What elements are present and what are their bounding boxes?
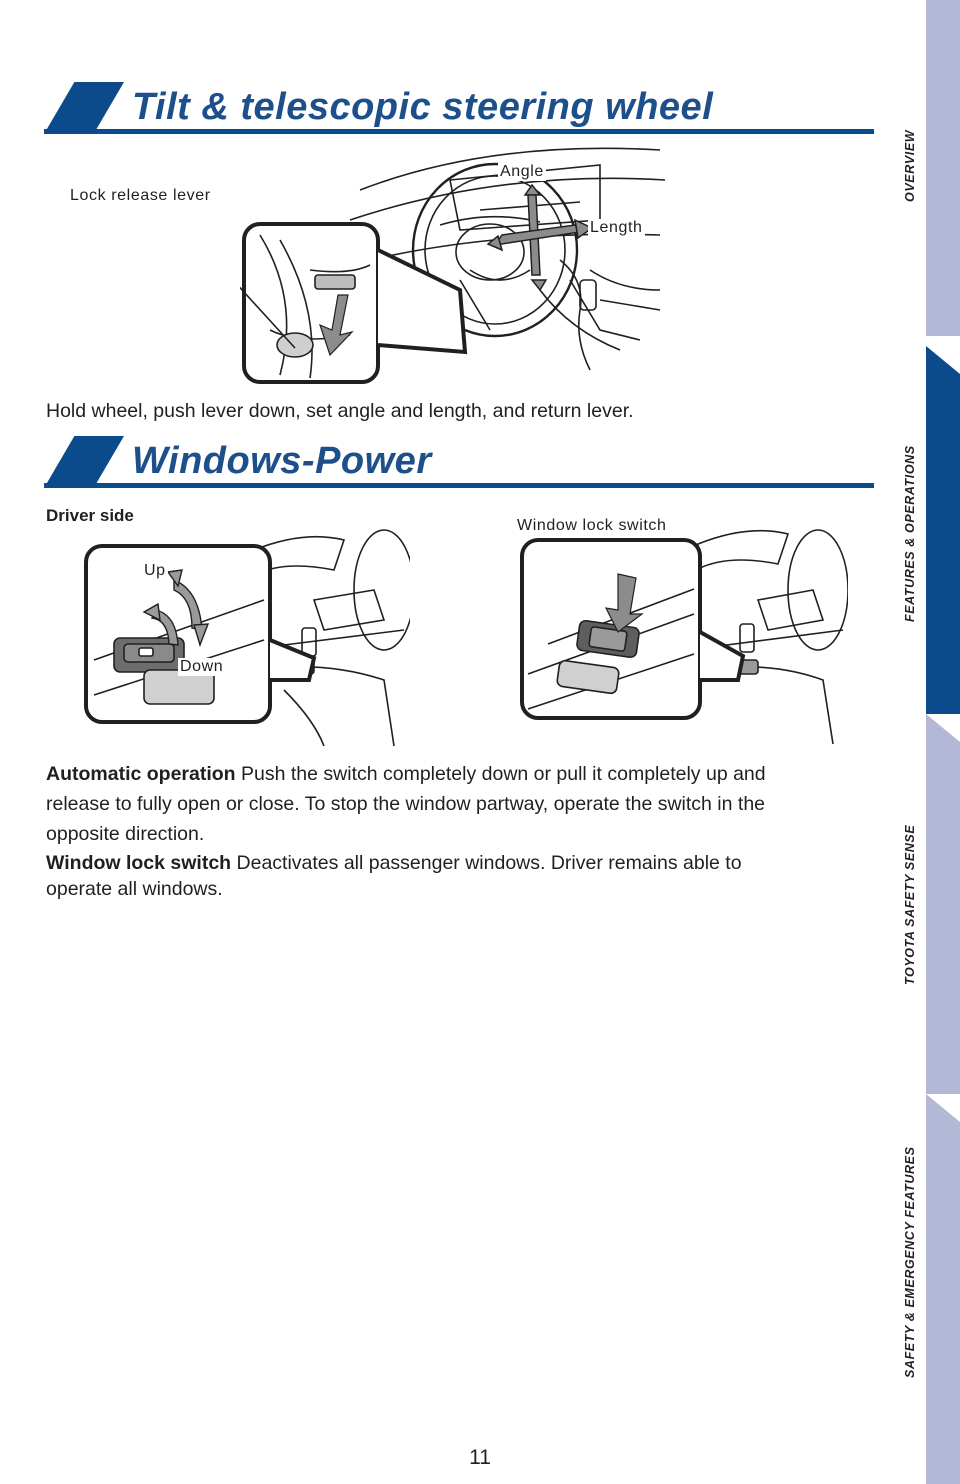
sidebar-label-overview: OVERVIEW <box>903 129 917 202</box>
window-lock-illustration <box>518 514 848 744</box>
lock-release-lever-label: Lock release lever <box>70 187 211 204</box>
sidebar-tab-features-operations[interactable] <box>926 346 960 714</box>
window-lock-term: Window lock switch <box>46 852 232 874</box>
window-lock-line2: operate all windows. <box>46 878 223 900</box>
sidebar-label-emergency: SAFETY & EMERGENCY FEATURES <box>903 1146 917 1378</box>
sidebar-tab-overview[interactable] <box>926 0 960 336</box>
down-label: Down <box>180 658 224 675</box>
page-number: 11 <box>469 1446 491 1469</box>
section-header-tilt <box>44 82 874 134</box>
automatic-operation-line3: opposite direction. <box>46 823 205 845</box>
up-label: Up <box>144 562 166 579</box>
automatic-operation-line1: Push the switch completely down or pull it completely up and <box>241 763 766 785</box>
automatic-operation-paragraph <box>46 760 876 848</box>
section-sidebar <box>926 0 960 1484</box>
header-rule <box>44 483 874 488</box>
window-lock-line1: Deactivates all passenger windows. Driver remains able to <box>236 852 742 874</box>
steering-wheel-illustration <box>240 140 670 385</box>
sidebar-tab-safety-emergency[interactable] <box>926 1094 960 1484</box>
header-accent-tab <box>44 82 124 134</box>
automatic-operation-term: Automatic operation <box>46 763 236 785</box>
sidebar-tab-toyota-safety-sense[interactable] <box>926 714 960 1094</box>
sidebar-label-features: FEATURES & OPERATIONS <box>903 445 917 622</box>
automatic-operation-line2: release to fully open or close. To stop the window partway, operate the switch in the <box>46 793 766 815</box>
window-switch-illustration <box>84 520 410 746</box>
section-header-windows <box>44 436 874 488</box>
sidebar-label-safety-sense: TOYOTA SAFETY SENSE <box>903 824 917 985</box>
section-title-windows: Windows-Power <box>132 440 432 482</box>
tilt-instructions: Hold wheel, push lever down, set angle and length, and return lever. <box>46 400 634 422</box>
header-rule <box>44 129 874 134</box>
section-title-tilt: Tilt & telescopic steering wheel <box>132 86 714 128</box>
window-lock-paragraph <box>46 850 876 902</box>
header-accent-tab <box>44 436 124 488</box>
driver-side-label: Driver side <box>46 506 134 525</box>
angle-label: Angle <box>500 163 544 180</box>
window-lock-switch-label: Window lock switch <box>517 517 667 534</box>
length-label: Length <box>590 219 643 236</box>
